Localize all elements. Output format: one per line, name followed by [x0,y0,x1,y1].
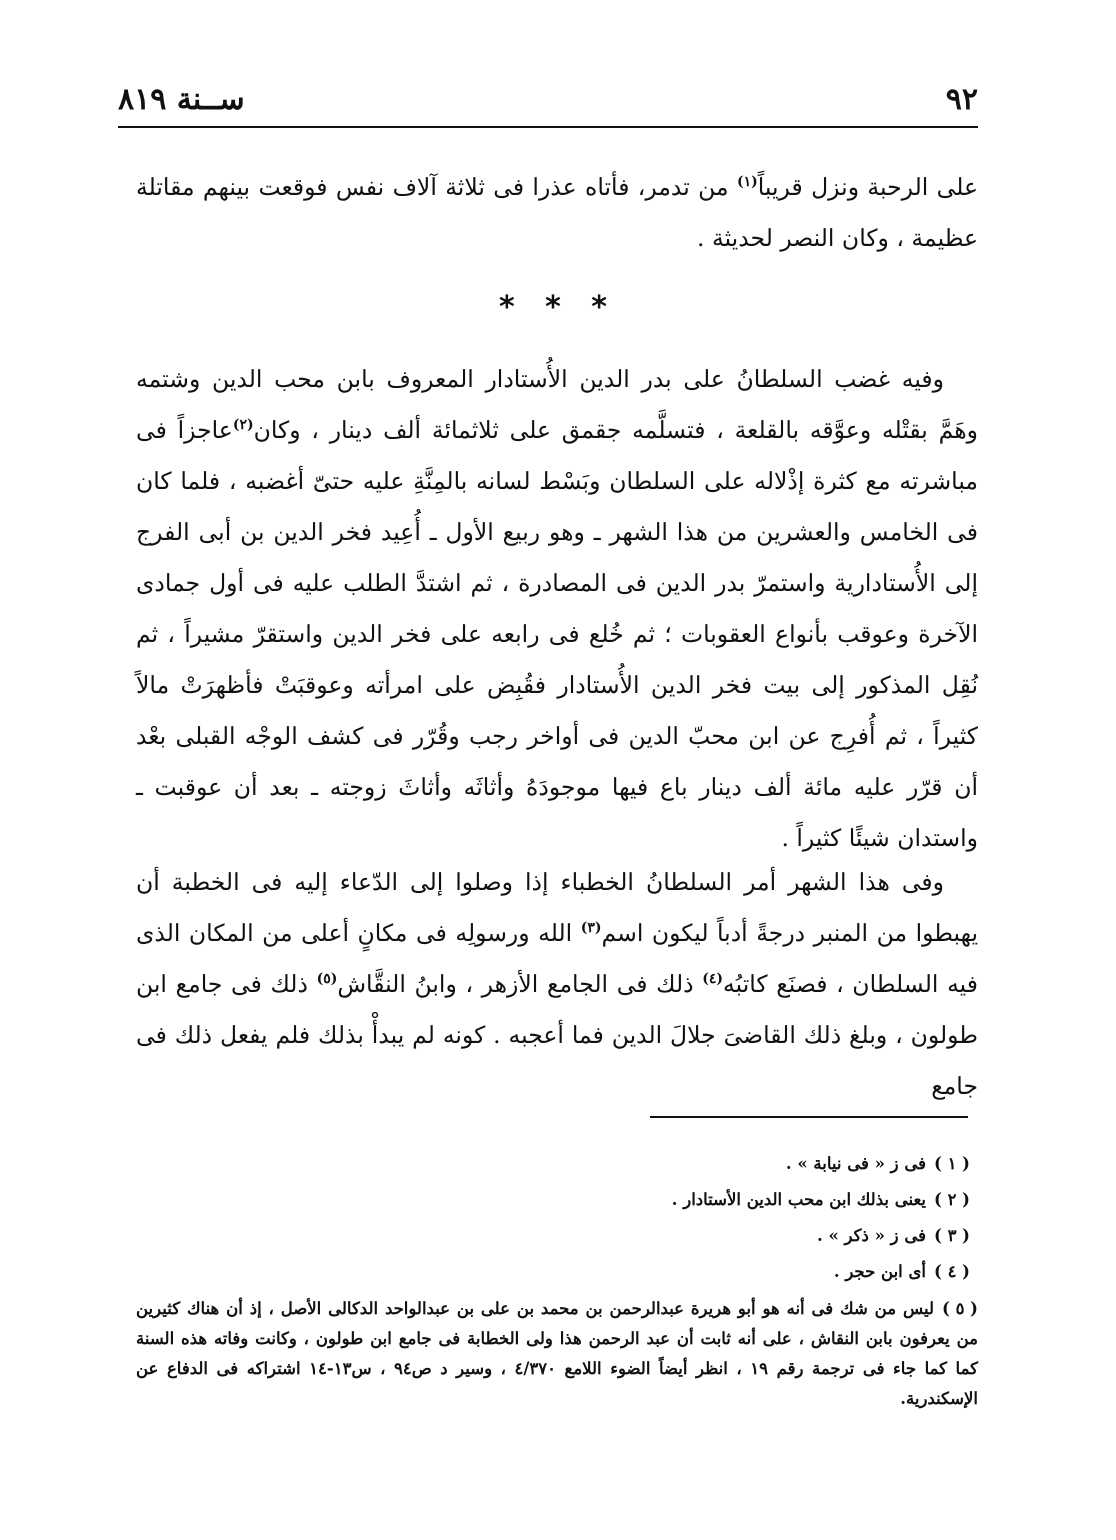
footnote-1 [136,1148,978,1180]
footnote-3 [136,1220,978,1252]
page-number: ٩٢ [945,82,978,117]
footnote-text: أى ابن حجر . [833,1262,926,1281]
footnote-number: ( ٢ ) [934,1190,970,1209]
footnote-ref-4: (٤) [702,971,724,988]
footnote-ref-2: (٢) [232,417,254,434]
footnote-number: ( ٤ ) [934,1262,970,1281]
footnote-ref-5: (٥) [316,971,338,988]
footnote-number: ( ٥ ) [942,1299,978,1318]
paragraph-1 [136,162,978,264]
paragraph-3 [136,857,978,1112]
p1-text-b: من تدمر، فأتاه عذرا فى ثلاثة آلاف نفس فوقعت بينهم مقاتلة عظيمة ، وكان النصر لحديثة . [136,173,978,252]
footnote-ref-1: (١) [736,174,758,191]
footnotes [136,1148,978,1418]
footnote-4 [136,1256,978,1288]
p2-text-b: عاجزاً فى مباشرته مع كثرة إذْلاله على السلطان وبَسْط لسانه بالمِنَّةِ عليه حتىّ أغضبه ، فلما كان فى الخامس والعشرين من هذا الشهر ـ وهو ربيع الأول ـ أُعِيد فخر الدين بن أبى الفرج إلى الأُستادارية واستمرّ بدر الدين فى المصادرة ، ثم اشتدَّ الطلب عليه فى أول جمادى الآخرة وعوقب بأنواع العقوبات ؛ ثم خُلع فى رابعه على فخر الدين واستقرّ مشيراً ، ثم نُقِل المذكور إلى بيت فخر الدين الأُستادار فقُبِض على امرأته وعوقبَتْ فأظهرَتْ مالاً كثيراً ، ثم أُفرِج عن ابن محبّ الدين فى أواخر رجب وقُرّر فى كشف الوجْه القبلى بعْد أن قرّر عليه مائة ألف دينار باع فيها موجودَهُ وأثاثَه وأثاثَ زوجته ـ بعد أن عوقبت ـ واستدان شيئًا كثيراً . [136,416,978,852]
footnote-text: فى ز « فى نيابة » . [785,1154,926,1173]
footnote-number: ( ٣ ) [934,1226,970,1245]
footnote-text: ليس من شك فى أنه هو أبو هريرة عبدالرحمن بن محمد بن على بن عبدالواحد الدكالى الأصل ، إذ أن هناك كثيرين من يعرفون بابن النقاش ، على أنه ثابت أن عبد الرحمن هذا ولى الخطابة فى جامع ابن طولون ، وكانت وفاته هذه السنة كما كما جاء فى ترجمة رقم ١٩ ، انظر أيضاً الضوء اللامع ٤/٣٧٠ ، وسير د ص٩٤ ، س١٣-١٤ اشتراكه فى الدفاع عن الإسكندرية. [136,1299,978,1408]
footnote-text: فى ز « ذكر » . [816,1226,926,1245]
p1-text-a: على الرحبة ونزل قريباً [757,173,979,201]
footnote-5 [136,1294,978,1414]
p3-text-b: الله ورسولِه فى مكانٍ أعلى من المكان الذى فيه السلطان ، فصنَع كاتبُه [136,919,979,998]
p3-text-d: ذلك فى جامع ابن طولون ، وبلغ ذلك القاضىَ جلالَ الدين فما أعجبه . كونه لم يبدأْ بذلك فلم يفعل ذلك فى جامع [136,970,978,1100]
p3-text-a: وفى هذا الشهر أمر السلطانُ الخطباء إذا وصلوا إلى الدّعاء إليه فى الخطبة أن يهبطوا من المنبر درجةً أدباً ليكون اسم [136,868,978,947]
footnote-2 [136,1184,978,1216]
footnote-text: يعنى بذلك ابن محب الدين الأستادار . [671,1190,926,1209]
running-head: ســنة ٨١٩ [118,82,245,117]
p2-text-a: وفيه غضب السلطانُ على بدر الدين الأُستادار المعروف بابن محب الدين وشتمه وهَمَّ بقتْله وعوَّقه بالقلعة ، فتسلَّمه جقمق على ثلاثمائة ألف دينار ، وكان [136,365,979,444]
paragraph-2 [136,354,978,864]
footnote-number: ( ١ ) [934,1154,970,1173]
header-rule [118,126,978,128]
page-header [118,78,978,122]
p3-text-c: ذلك فى الجامع الأزهر ، وابنُ النقَّاش [337,970,703,998]
section-separator: * * * [499,290,617,325]
footnote-ref-3: (٣) [580,920,602,937]
footnote-rule [650,1116,968,1118]
